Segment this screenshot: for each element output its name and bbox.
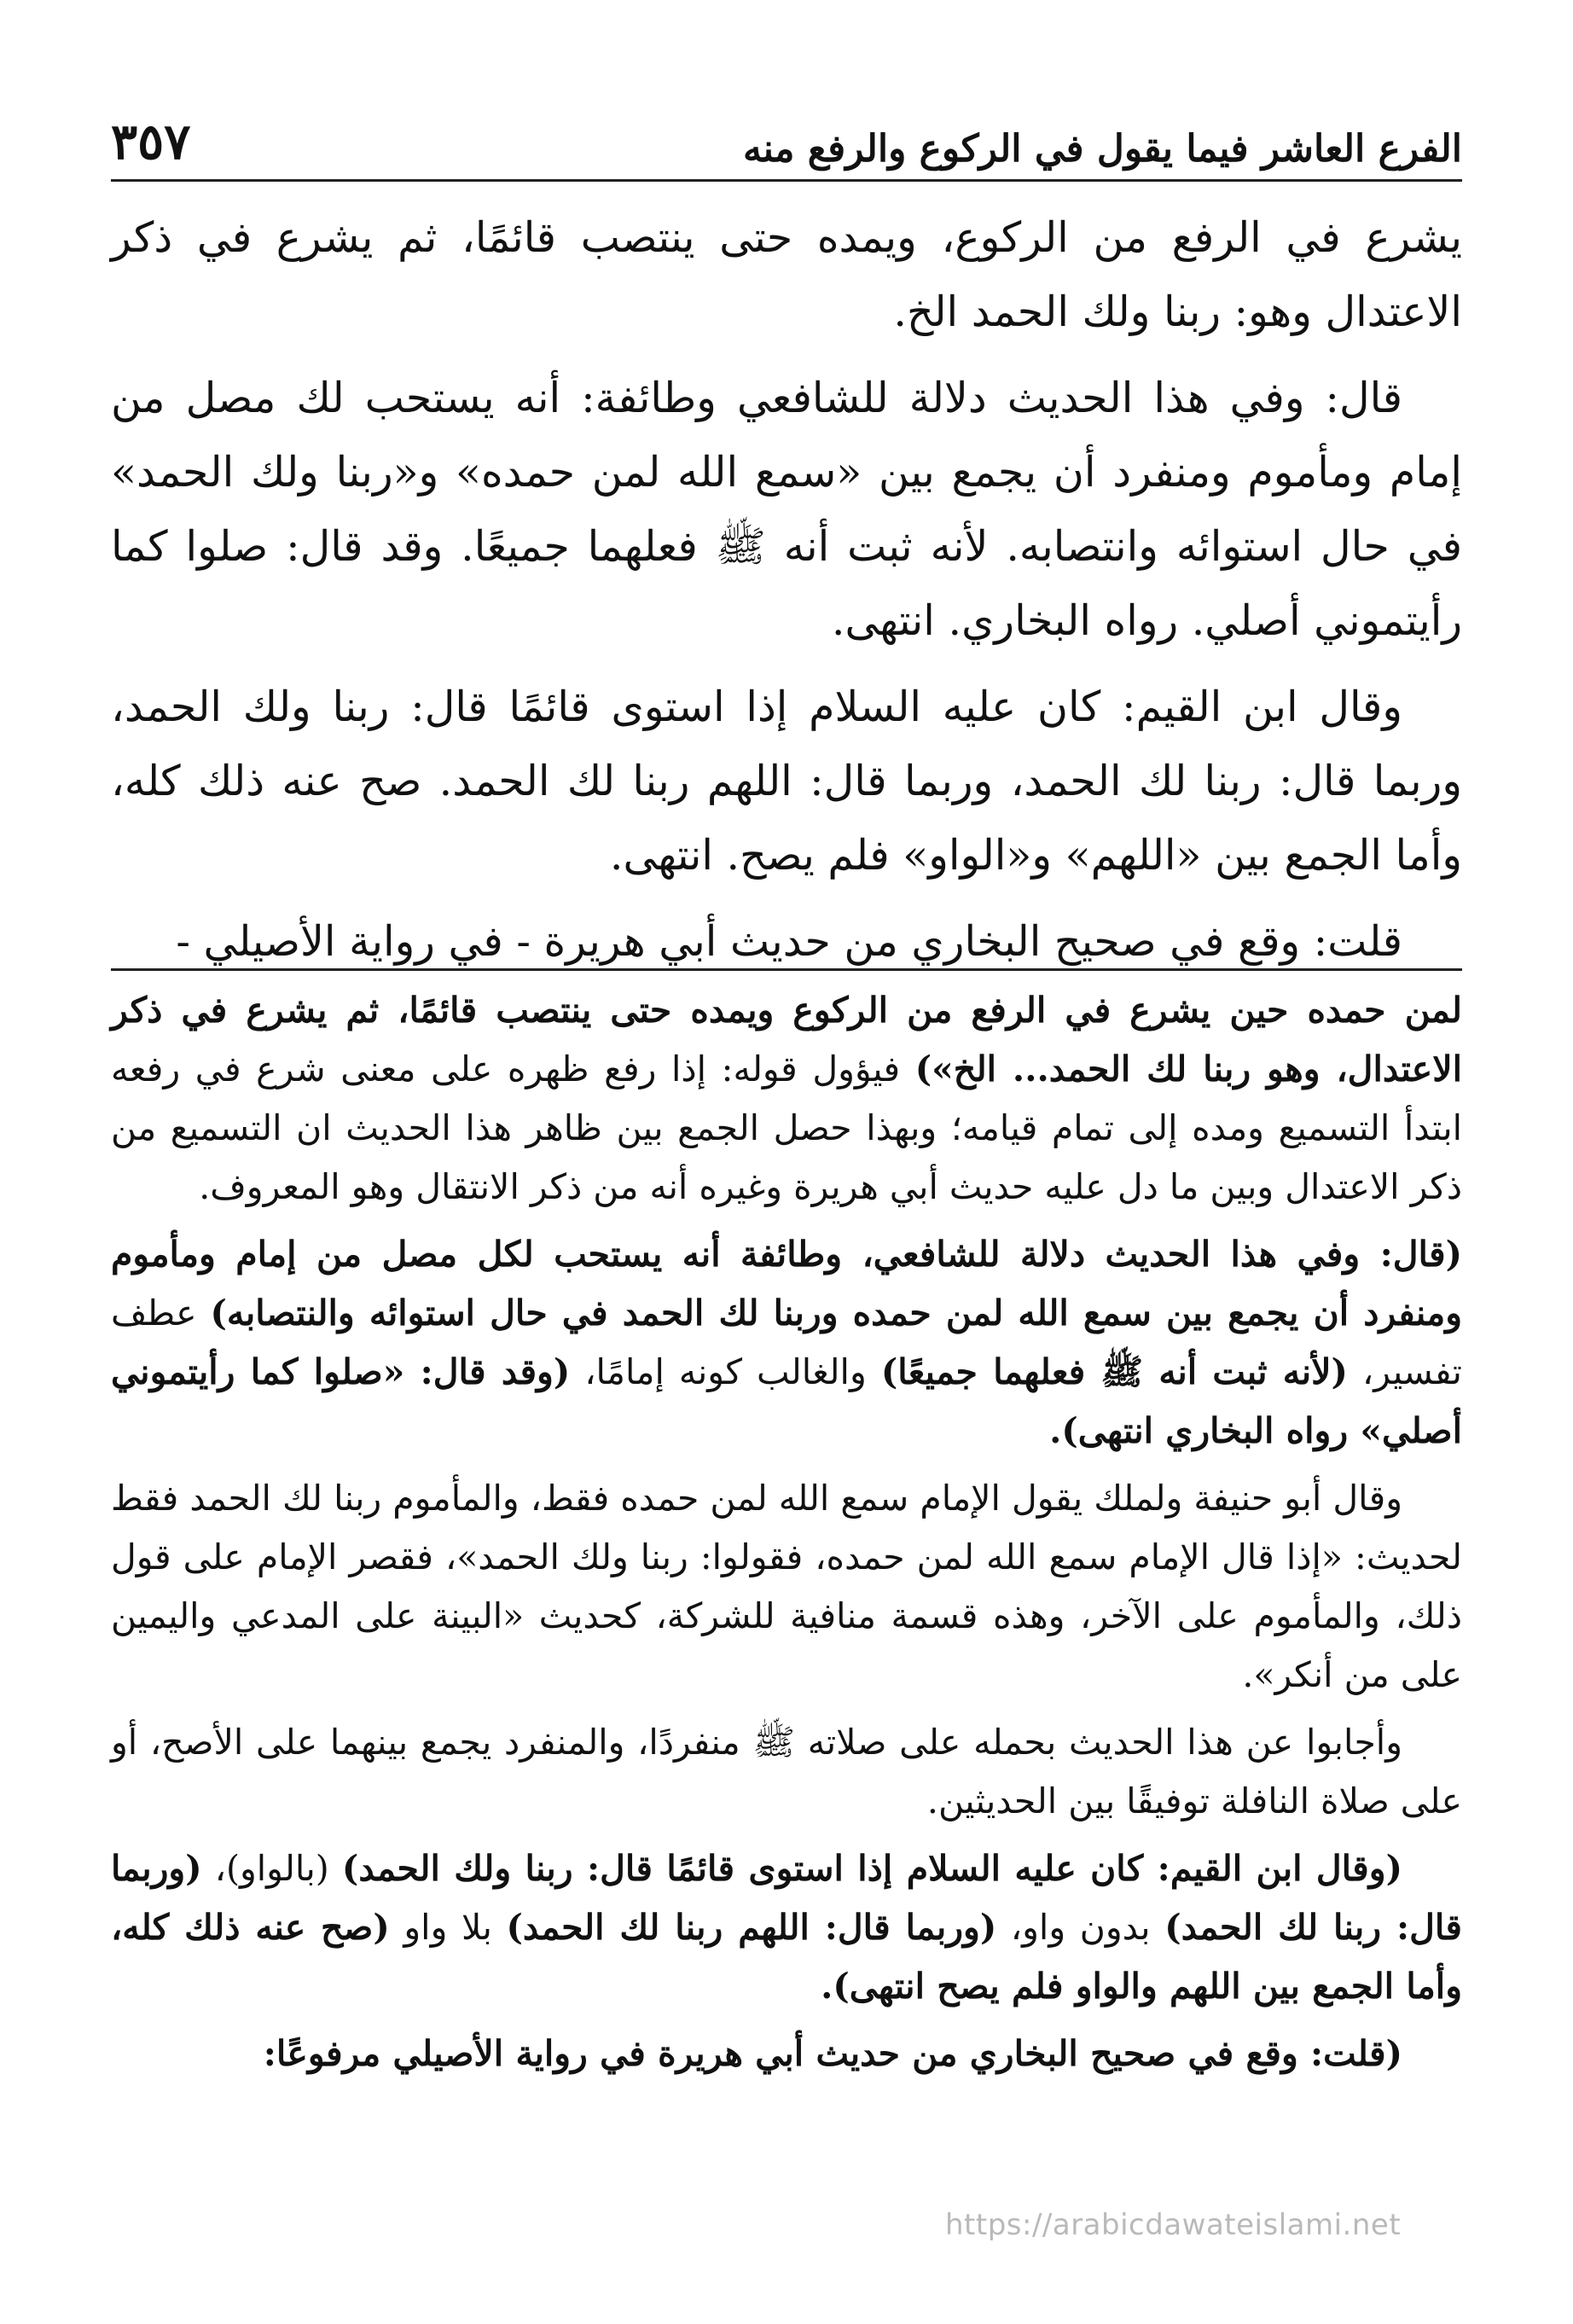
main-text	[111, 200, 1462, 991]
page-header	[111, 102, 1462, 171]
main-paragraph: قال: وفي هذا الحديث دلالة للشافعي وطائفة: أنه يستحب لك مصل من إمام ومأموم ومنفرد أن يجمع بين «سمع الله لمن حمده» و«ربنا ولك الحمد» في حال استوائه وانتصابه. لأنه ثبت أنه ﷺ فعلهما جميعًا. وقد قال: صلوا كما رأيتموني أصلي. رواه البخاري. انتهى.	[111, 374, 1462, 645]
quoted-text: (وربما قال: اللهم ربنا لك الحمد)	[506, 1907, 997, 1948]
main-paragraph: قلت: وقع في صحيح البخاري من حديث أبي هريرة - في رواية الأصيلي -	[176, 917, 1402, 966]
commentary-text-run: فيؤول قوله: إذا رفع ظهره على معنى شرع في رفعه ابتدأ التسميع ومده إلى تمام قيامه؛ وبهذا حصل الجمع بين ظاهر هذا الحديث ان التسميع من ذكر الاعتدال وبين ما دل عليه حديث أبي هريرة وغيره أنه من ذكر الانتقال وهو المعروف.	[111, 1049, 1462, 1207]
quoted-text: (لأنه ثبت أنه ﷺ فعلهما جميعًا)	[880, 1351, 1348, 1392]
quoted-text: لمن حمده حين يشرع في الرفع من الركوع ويمده حتى ينتصب قائمًا، ثم يشرع في ذكر الاعتدال، وهو ربنا لك الحمد... الخ»)	[111, 990, 1462, 1089]
page-number: ٣٥٧	[111, 113, 191, 171]
commentary-paragraph	[111, 1839, 1462, 2016]
commentary-text-run: (بالواو)،	[214, 1848, 329, 1889]
quoted-text: (صح عنه ذلك كله، وأما الجمع بين اللهم والواو فلم يصح انتهى).	[111, 1907, 1462, 2007]
commentary-paragraph	[111, 981, 1462, 1217]
quoted-text: (قال: وفي هذا الحديث دلالة للشافعي، وطائفة أنه يستحب لكل مصل من إمام ومأموم ومنفرد أن يجمع بين سمع الله لمن حمده وربنا لك الحمد في حال استوائه والنتصابه)	[111, 1234, 1462, 1333]
commentary-text-run: بلا واو	[403, 1907, 492, 1948]
commentary-text	[111, 981, 1462, 2092]
header-rule	[111, 179, 1462, 182]
watermark-url: https://arabicdawateislami.net	[945, 2208, 1402, 2242]
quoted-text: (وربما قال: ربنا لك الحمد)	[111, 1848, 1462, 1948]
quoted-text: (قلت: وقع في صحيح البخاري من حديث أبي هريرة في رواية الأصيلي مرفوعًا:	[263, 2033, 1402, 2074]
commentary-paragraph: وقال أبو حنيفة ولملك يقول الإمام سمع الله لمن حمده فقط، والمأموم ربنا لك الحمد فقط لحديث: «إذا قال الإمام سمع الله لمن حمده، فقولوا: ربنا ولك الحمد»، فقصر الإمام على قول ذلك، والمأموم على الآخر، وهذه قسمة منافية للشركة، كحديث «البينة على المدعي واليمين على من أنكر».	[111, 1478, 1462, 1695]
commentary-text-run: عطف تفسير،	[111, 1293, 1462, 1392]
quoted-text: (وقد قال: «صلوا كما رأيتموني أصلي» رواه البخاري انتهى).	[111, 1351, 1462, 1451]
main-paragraph: يشرع في الرفع من الركوع، ويمده حتى ينتصب قائمًا، ثم يشرع في ذكر الاعتدال وهو: ربنا ولك الحمد الخ.	[111, 213, 1462, 336]
commentary-paragraph: وأجابوا عن هذا الحديث بحمله على صلاته ﷺ منفردًا، والمنفرد يجمع بينهما على الأصح، أو على صلاة النافلة توفيقًا بين الحديثين.	[111, 1722, 1462, 1821]
quoted-text: (وقال ابن القيم: كان عليه السلام إذا استوى قائمًا قال: ربنا ولك الحمد)	[341, 1848, 1402, 1889]
commentary-text-run: بدون واو،	[1010, 1907, 1151, 1948]
running-title: الفرع العاشر فيما يقول في الركوع والرفع منه	[742, 127, 1462, 171]
commentary-paragraph	[111, 2025, 1462, 2083]
commentary-text-run: والغالب كونه إمامًا،	[584, 1351, 867, 1392]
main-paragraph: وقال ابن القيم: كان عليه السلام إذا استوى قائمًا قال: ربنا ولك الحمد، وربما قال: ربنا لك الحمد، وربما قال: اللهم ربنا لك الحمد. صح عنه ذلك كله، وأما الجمع بين «اللهم» و«الواو» فلم يصح. انتهى.	[111, 683, 1462, 880]
commentary-paragraph	[111, 1225, 1462, 1461]
footnote-divider	[111, 968, 1462, 971]
